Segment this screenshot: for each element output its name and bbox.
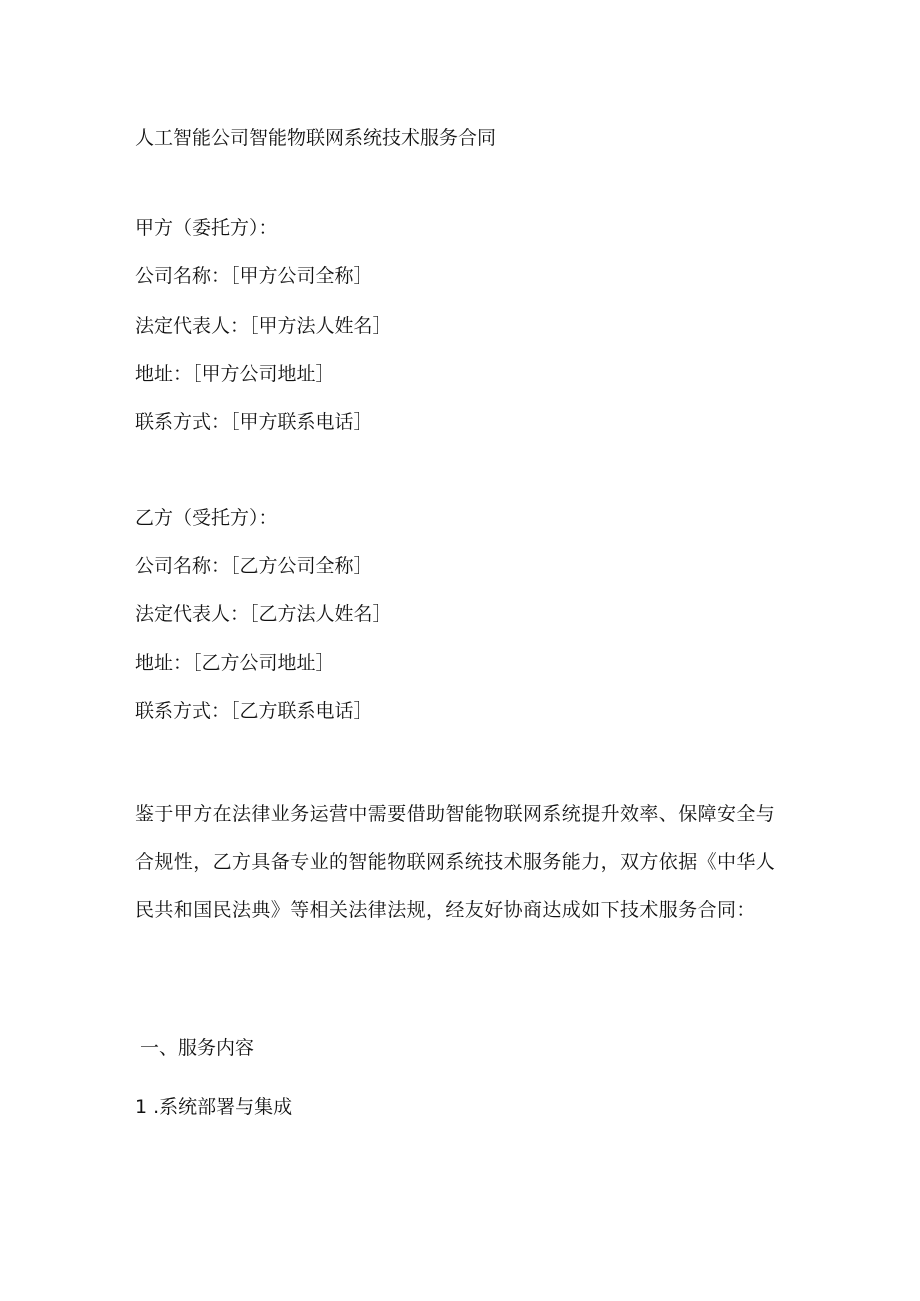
document-title: 人工智能公司智能物联网系统技术服务合同 [135,127,497,149]
preamble-paragraph: 鉴于甲方在法律业务运营中需要借助智能物联网系统提升效率、保障安全与合规性，乙方具备专业的智能物联网系统技术服务能力，双方依据《中华人民共和国民法典》等相关法律法规，经友好协商达成如下技术服务合同： [135,803,776,921]
section-heading: 一、服务内容 [140,1037,255,1059]
party-b-contact: 联系方式：［乙方联系电话］ [135,700,373,722]
subsection-heading: 1 .系统部署与集成 [135,1096,293,1118]
party-b-address: 地址：［乙方公司地址］ [135,652,335,674]
party-b-heading: 乙方（受托方）： [135,507,278,529]
party-a-company: 公司名称：［甲方公司全称］ [135,265,373,287]
party-a-address: 地址：［甲方公司地址］ [135,363,335,385]
party-a-heading: 甲方（委托方）： [135,217,278,239]
party-b-company: 公司名称：［乙方公司全称］ [135,555,373,577]
party-a-representative: 法定代表人：［甲方法人姓名］ [135,315,392,337]
party-a-contact: 联系方式：［甲方联系电话］ [135,411,373,433]
party-b-representative: 法定代表人：［乙方法人姓名］ [135,603,392,625]
